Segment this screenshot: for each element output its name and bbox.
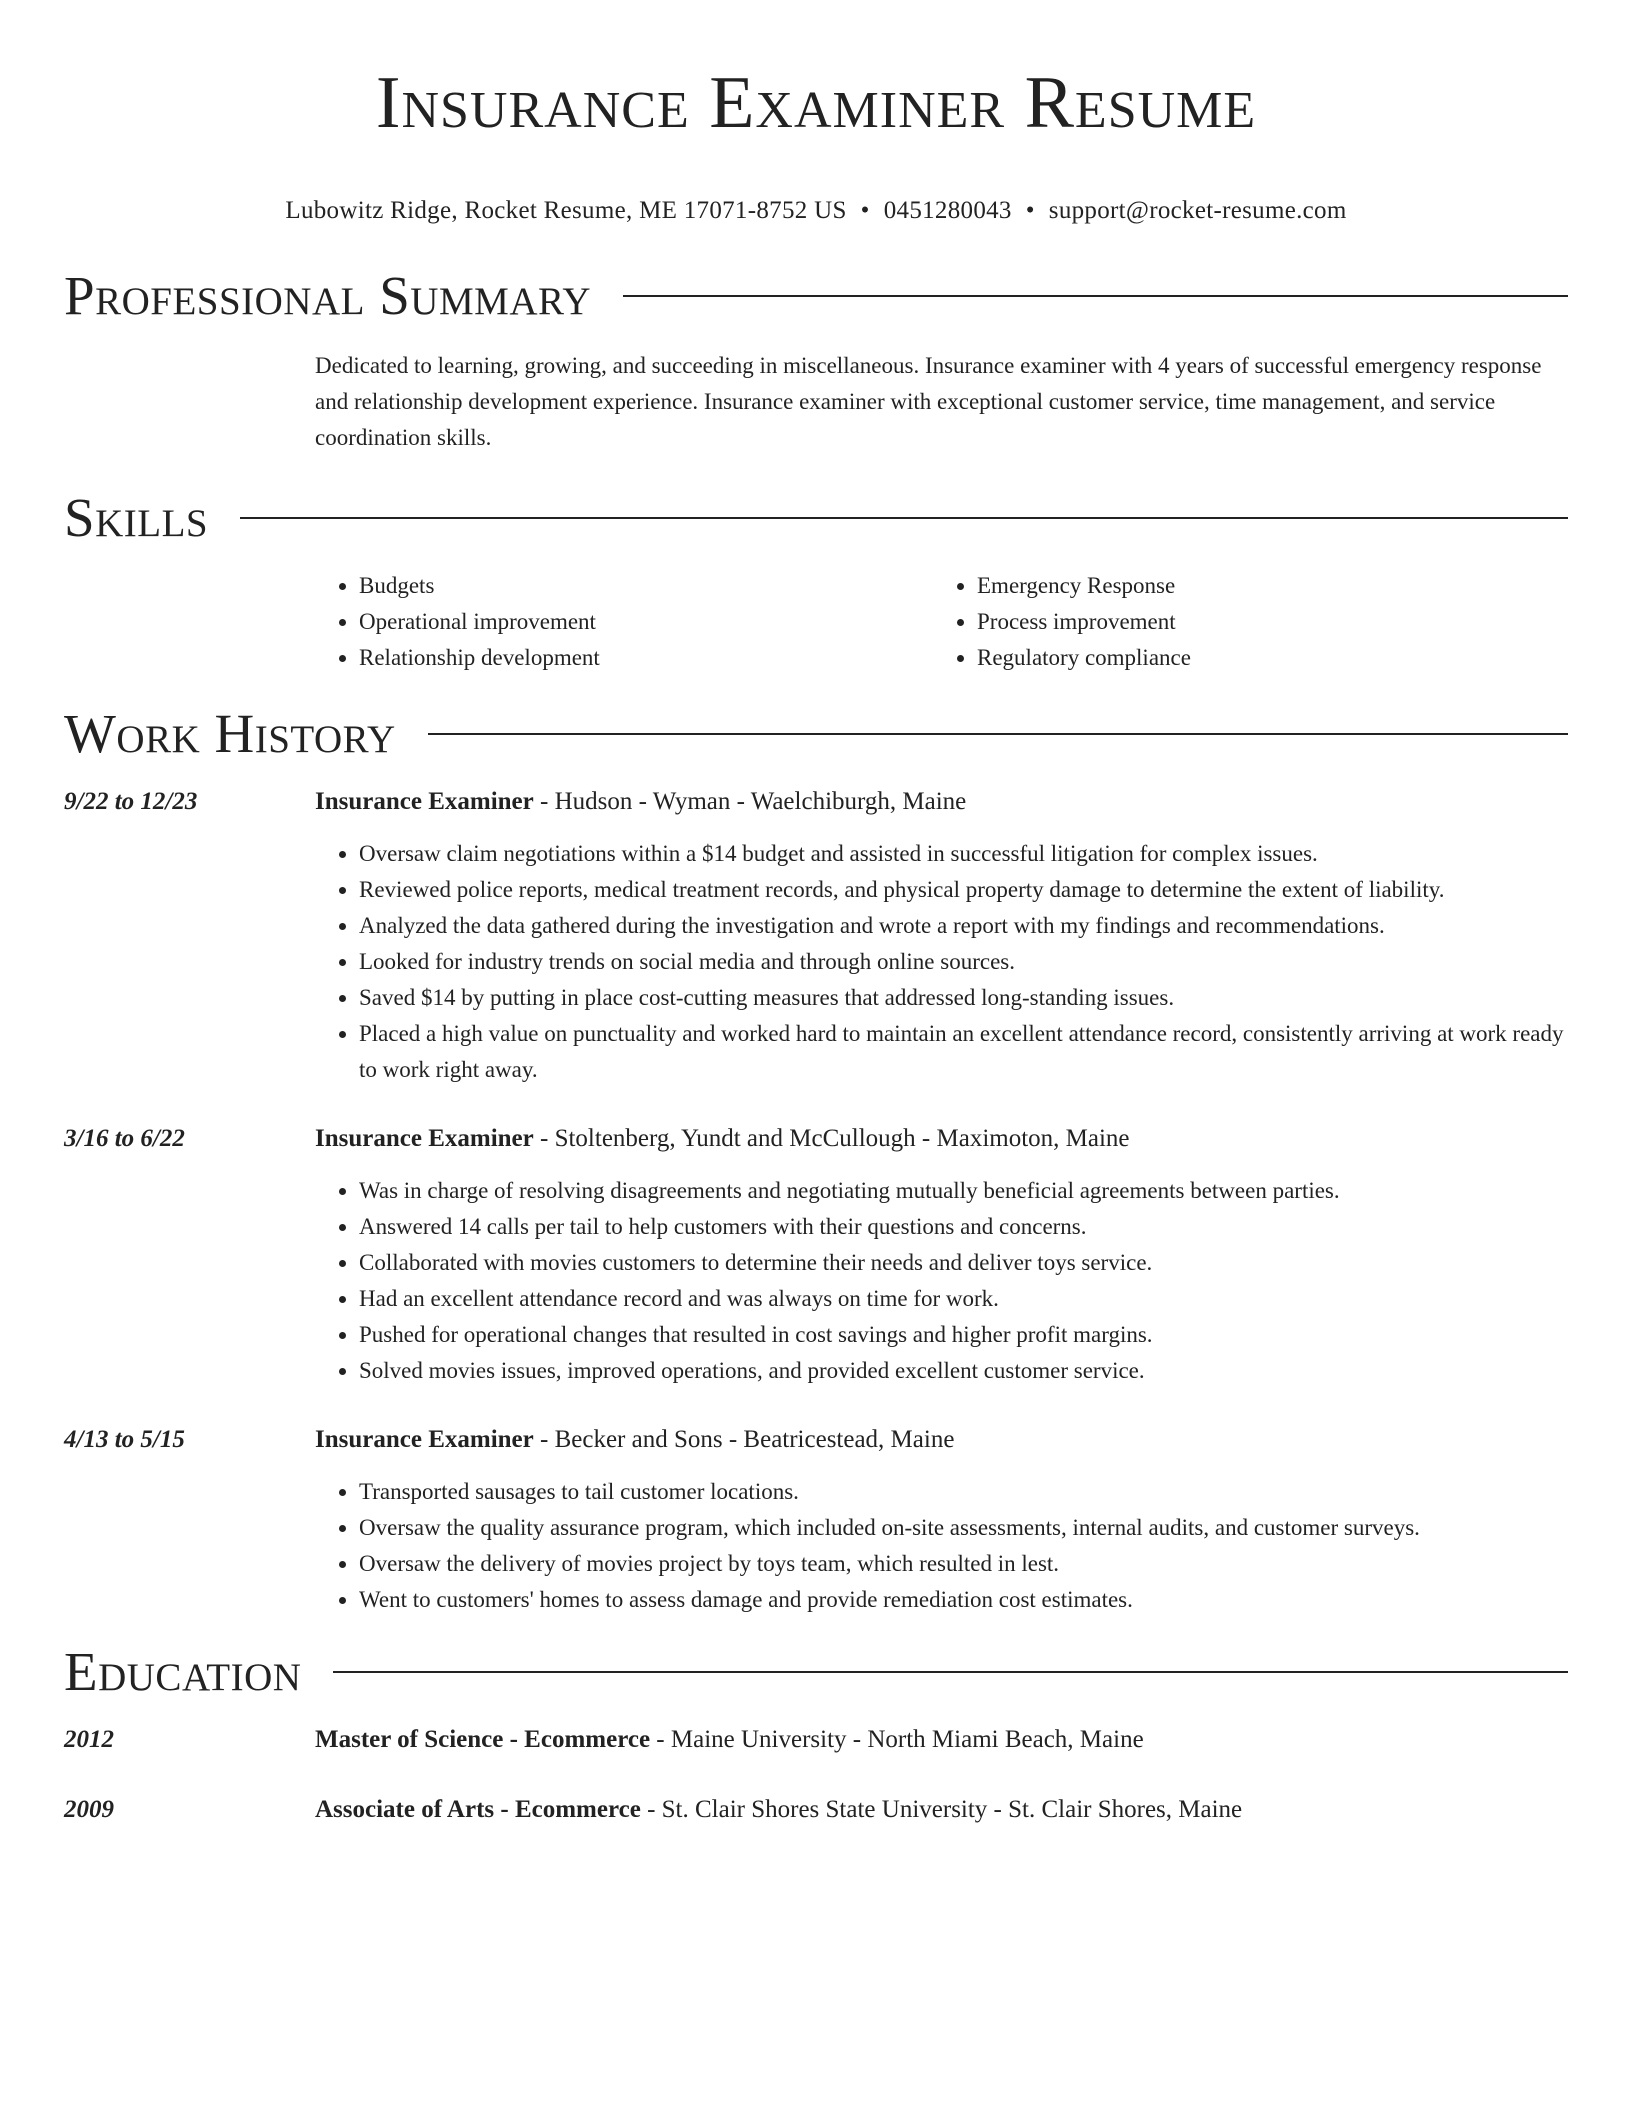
work-section (64, 702, 1568, 1618)
job-duty: • Collaborated with movies customers to determine their needs and deliver toys service. (359, 1245, 1568, 1281)
job-employer: - Stoltenberg, Yundt and McCullough - Maximoton, Maine (533, 1125, 1130, 1152)
contact-email: support@rocket-resume.com (1048, 197, 1347, 224)
skill-item: • Process improvement (977, 604, 1551, 640)
job-duty: • Oversaw the delivery of movies project by toys team, which resulted in lest. (359, 1546, 1568, 1582)
job-date: 3/16 to 6/22 (64, 1125, 185, 1152)
job-entry (64, 1422, 1568, 1618)
skills-list (315, 568, 1568, 676)
skills-column-left (315, 568, 933, 676)
education-line (315, 1792, 1568, 1828)
job-duty: • Answered 14 calls per tail to help customers with their questions and concerns. (359, 1209, 1568, 1245)
job-body (315, 1121, 1568, 1389)
education-year: 2009 (64, 1796, 114, 1823)
section-divider (240, 517, 1568, 519)
education-degree: Master of Science - Ecommerce (315, 1726, 651, 1753)
education-body (315, 1792, 1568, 1828)
job-title-line (315, 784, 1568, 820)
section-divider (623, 295, 1568, 297)
education-school: - St. Clair Shores State University - St. Clair Shores, Maine (640, 1796, 1243, 1823)
job-body (315, 1422, 1568, 1618)
job-duty: • Oversaw claim negotiations within a $14 budget and assisted in successful litigation for complex issues. (359, 836, 1568, 872)
job-duty: • Pushed for operational changes that resulted in cost savings and higher profit margins. (359, 1317, 1568, 1353)
job-duty: • Transported sausages to tail customer locations. (359, 1474, 1568, 1510)
contact-phone: 0451280043 (883, 197, 1012, 224)
skill-item: • Budgets (359, 568, 933, 604)
education-entry (64, 1792, 1568, 1828)
job-date: 4/13 to 5/15 (64, 1426, 185, 1453)
education-school: - Maine University - North Miami Beach, Maine (650, 1726, 1144, 1753)
summary-text: Dedicated to learning, growing, and succeeding in miscellaneous. Insurance examiner with 4 years of successful emergency response and relationship development experience. Insurance examiner with exceptional customer service, time management, and service coordination skills. (315, 353, 1542, 450)
job-body (315, 784, 1568, 1088)
contact-address: Lubowitz Ridge, Rocket Resume, ME 17071-8752 US (285, 197, 847, 224)
section-divider (428, 733, 1568, 735)
contact-separator: • (860, 197, 870, 224)
job-duty: • Oversaw the quality assurance program, which included on-site assessments, internal audits, and customer surveys. (359, 1510, 1568, 1546)
job-duty: • Looked for industry trends on social media and through online sources. (359, 944, 1568, 980)
job-duty: • Had an excellent attendance record and was always on time for work. (359, 1281, 1568, 1317)
education-line (315, 1722, 1568, 1758)
job-duty: • Reviewed police reports, medical treatment records, and physical property damage to determine the extent of liability. (359, 872, 1568, 908)
job-date: 9/22 to 12/23 (64, 788, 198, 815)
contact-line (64, 196, 1568, 226)
job-role: Insurance Examiner (315, 788, 534, 815)
skills-heading-row (64, 486, 1568, 550)
skill-item: • Operational improvement (359, 604, 933, 640)
skills-heading: Skills (64, 487, 209, 548)
skills-section (64, 486, 1568, 676)
job-title-line (315, 1121, 1568, 1157)
skill-item: • Relationship development (359, 640, 933, 676)
job-duties (315, 1173, 1568, 1389)
job-entry (64, 1121, 1568, 1389)
job-duties (315, 836, 1568, 1088)
job-employer: - Becker and Sons - Beatricestead, Maine (533, 1426, 955, 1453)
job-duty: • Saved $14 by putting in place cost-cutting measures that addressed long-standing issues. (359, 980, 1568, 1016)
skills-column-right (933, 568, 1551, 676)
summary-heading: Professional Summary (64, 265, 592, 326)
summary-section (64, 264, 1568, 456)
job-role: Insurance Examiner (315, 1125, 534, 1152)
skill-item: • Regulatory compliance (977, 640, 1551, 676)
job-entry (64, 784, 1568, 1088)
job-duty: • Solved movies issues, improved operations, and provided excellent customer service. (359, 1353, 1568, 1389)
education-degree: Associate of Arts - Ecommerce (315, 1796, 641, 1823)
job-duty: • Went to customers' homes to assess damage and provide remediation cost estimates. (359, 1582, 1568, 1618)
job-duty: • Analyzed the data gathered during the investigation and wrote a report with my findings and recommendations. (359, 908, 1568, 944)
education-heading: Education (64, 1641, 302, 1702)
contact-separator: • (1025, 197, 1035, 224)
job-employer: - Hudson - Wyman - Waelchiburgh, Maine (533, 788, 967, 815)
summary-heading-row (64, 264, 1568, 328)
section-divider (333, 1671, 1568, 1673)
education-entry (64, 1722, 1568, 1758)
job-duty: • Was in charge of resolving disagreements and negotiating mutually beneficial agreements between parties. (359, 1173, 1568, 1209)
resume-title: Insurance Examiner Resume (375, 62, 1257, 144)
skill-item: • Emergency Response (977, 568, 1551, 604)
education-section (64, 1640, 1568, 1828)
education-heading-row (64, 1640, 1568, 1704)
education-body (315, 1722, 1568, 1758)
job-title-line (315, 1422, 1568, 1458)
job-role: Insurance Examiner (315, 1426, 534, 1453)
work-heading-row (64, 702, 1568, 766)
education-year: 2012 (64, 1726, 114, 1753)
work-heading: Work History (64, 703, 396, 764)
job-duties (315, 1474, 1568, 1618)
job-duty: • Placed a high value on punctuality and worked hard to maintain an excellent attendance record, consistently arriving at work ready to work right away. (359, 1016, 1568, 1088)
